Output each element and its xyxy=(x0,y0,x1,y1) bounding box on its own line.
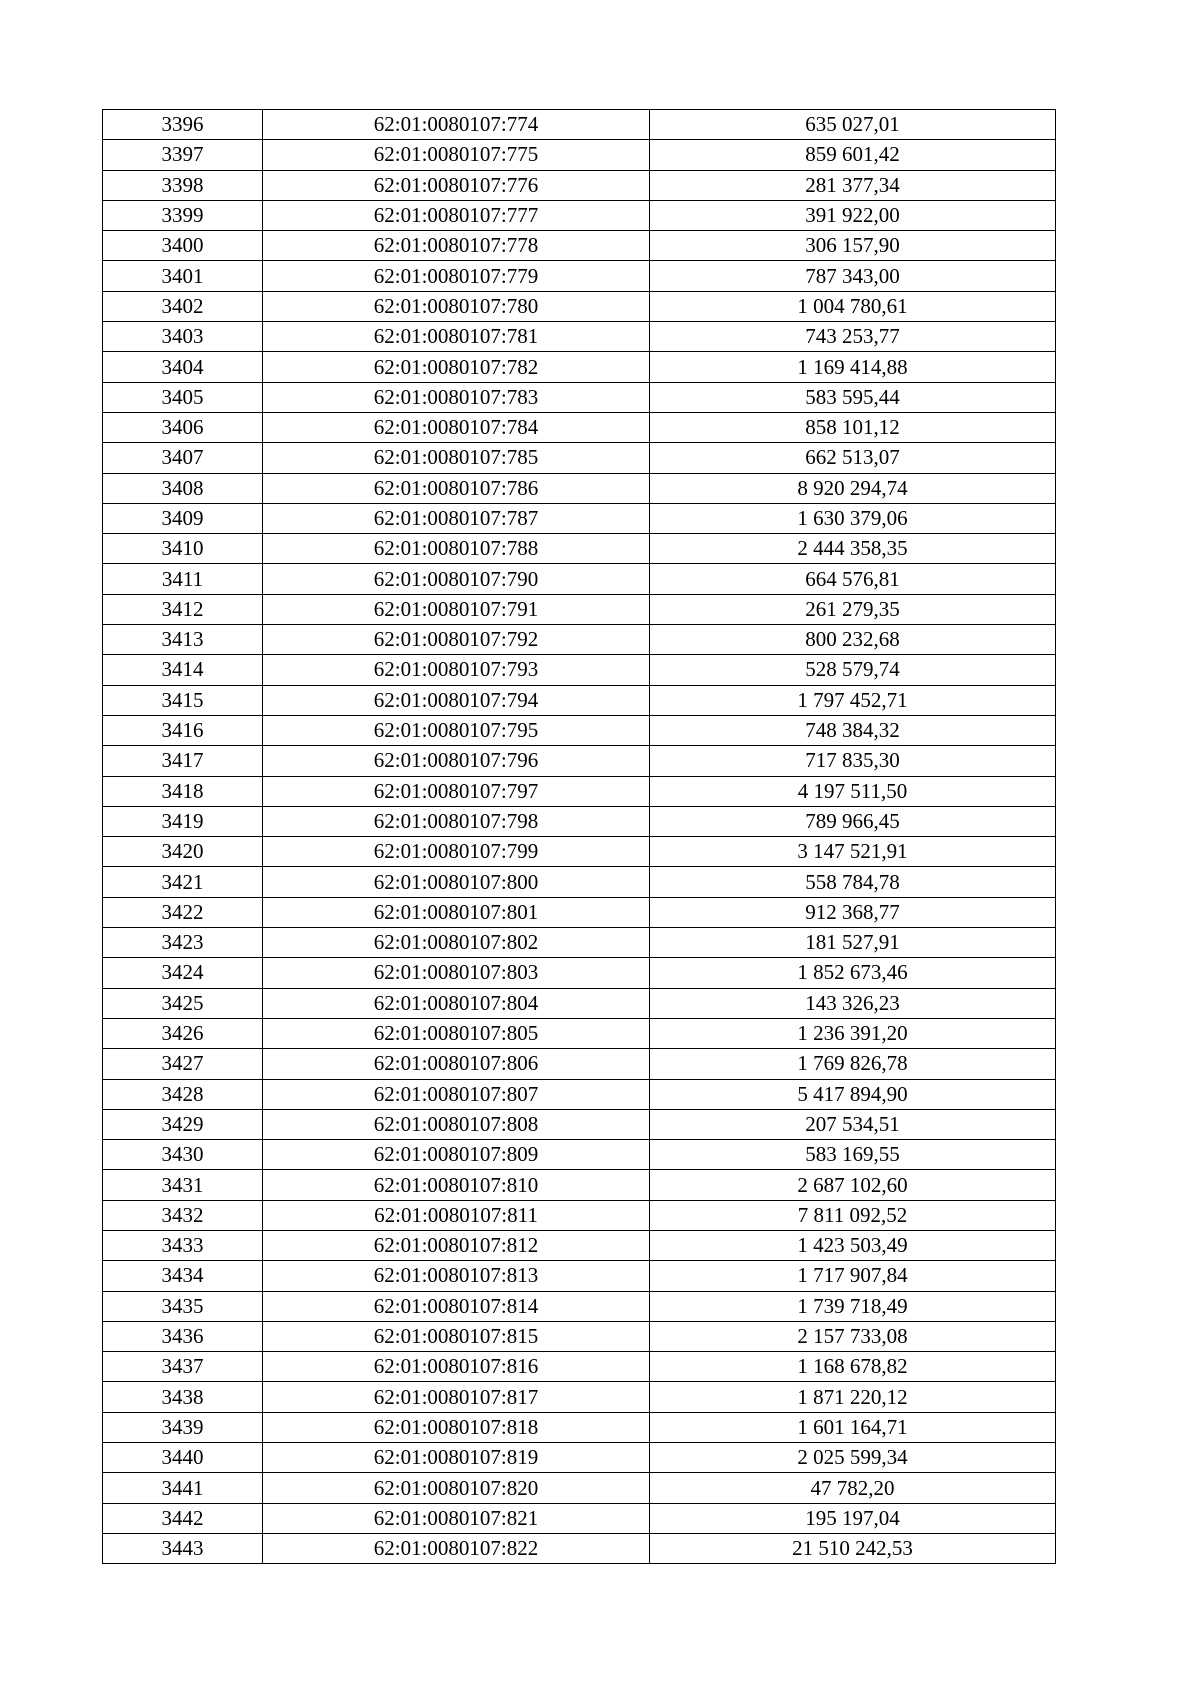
cadastral-number-cell: 62:01:0080107:790 xyxy=(263,564,650,594)
cadastral-number-cell: 62:01:0080107:787 xyxy=(263,503,650,533)
table-row xyxy=(103,1412,1056,1442)
table-row xyxy=(103,1352,1056,1382)
cadastral-value-cell: 181 527,91 xyxy=(650,928,1056,958)
row-number-cell: 3432 xyxy=(103,1200,263,1230)
cadastral-number-cell: 62:01:0080107:782 xyxy=(263,352,650,382)
table-row xyxy=(103,1443,1056,1473)
cadastral-value-cell: 662 513,07 xyxy=(650,443,1056,473)
cadastral-value-cell: 859 601,42 xyxy=(650,140,1056,170)
cadastral-value-cell: 717 835,30 xyxy=(650,746,1056,776)
row-number-cell: 3440 xyxy=(103,1443,263,1473)
cadastral-value-cell: 47 782,20 xyxy=(650,1473,1056,1503)
cadastral-number-cell: 62:01:0080107:774 xyxy=(263,110,650,140)
row-number-cell: 3441 xyxy=(103,1473,263,1503)
table-row xyxy=(103,1018,1056,1048)
cadastral-number-cell: 62:01:0080107:779 xyxy=(263,261,650,291)
row-number-cell: 3409 xyxy=(103,503,263,533)
cadastral-value-cell: 664 576,81 xyxy=(650,564,1056,594)
table-row xyxy=(103,867,1056,897)
row-number-cell: 3406 xyxy=(103,412,263,442)
cadastral-value-cell: 2 157 733,08 xyxy=(650,1321,1056,1351)
row-number-cell: 3398 xyxy=(103,170,263,200)
row-number-cell: 3431 xyxy=(103,1170,263,1200)
row-number-cell: 3397 xyxy=(103,140,263,170)
cadastral-value-cell: 858 101,12 xyxy=(650,412,1056,442)
cadastral-number-cell: 62:01:0080107:795 xyxy=(263,715,650,745)
table-row xyxy=(103,1230,1056,1260)
row-number-cell: 3414 xyxy=(103,655,263,685)
cadastral-number-cell: 62:01:0080107:798 xyxy=(263,806,650,836)
row-number-cell: 3407 xyxy=(103,443,263,473)
cadastral-number-cell: 62:01:0080107:806 xyxy=(263,1049,650,1079)
row-number-cell: 3439 xyxy=(103,1412,263,1442)
row-number-cell: 3411 xyxy=(103,564,263,594)
row-number-cell: 3429 xyxy=(103,1109,263,1139)
cadastral-number-cell: 62:01:0080107:820 xyxy=(263,1473,650,1503)
cadastral-number-cell: 62:01:0080107:817 xyxy=(263,1382,650,1412)
cadastral-number-cell: 62:01:0080107:815 xyxy=(263,1321,650,1351)
cadastral-value-cell: 207 534,51 xyxy=(650,1109,1056,1139)
cadastral-value-cell: 281 377,34 xyxy=(650,170,1056,200)
cadastral-value-cell: 583 595,44 xyxy=(650,382,1056,412)
table-row xyxy=(103,806,1056,836)
cadastral-value-cell: 2 687 102,60 xyxy=(650,1170,1056,1200)
cadastral-value-cell: 528 579,74 xyxy=(650,655,1056,685)
row-number-cell: 3428 xyxy=(103,1079,263,1109)
table-row xyxy=(103,1109,1056,1139)
cadastral-number-cell: 62:01:0080107:800 xyxy=(263,867,650,897)
cadastral-value-cell: 787 343,00 xyxy=(650,261,1056,291)
cadastral-number-cell: 62:01:0080107:780 xyxy=(263,291,650,321)
cadastral-number-cell: 62:01:0080107:784 xyxy=(263,412,650,442)
table-row xyxy=(103,473,1056,503)
cadastral-value-cell: 2 025 599,34 xyxy=(650,1443,1056,1473)
table-row xyxy=(103,200,1056,230)
table-row xyxy=(103,352,1056,382)
cadastral-value-cell: 743 253,77 xyxy=(650,322,1056,352)
table-row xyxy=(103,655,1056,685)
row-number-cell: 3436 xyxy=(103,1321,263,1351)
cadastral-value-cell: 1 739 718,49 xyxy=(650,1291,1056,1321)
cadastral-number-cell: 62:01:0080107:788 xyxy=(263,534,650,564)
row-number-cell: 3443 xyxy=(103,1533,263,1563)
table-row xyxy=(103,382,1056,412)
cadastral-number-cell: 62:01:0080107:811 xyxy=(263,1200,650,1230)
table-row xyxy=(103,1503,1056,1533)
table-body xyxy=(103,110,1056,1564)
table-row xyxy=(103,110,1056,140)
table-row xyxy=(103,1200,1056,1230)
cadastral-number-cell: 62:01:0080107:775 xyxy=(263,140,650,170)
cadastral-value-table xyxy=(102,109,1056,1564)
row-number-cell: 3400 xyxy=(103,231,263,261)
row-number-cell: 3404 xyxy=(103,352,263,382)
cadastral-value-cell: 2 444 358,35 xyxy=(650,534,1056,564)
cadastral-number-cell: 62:01:0080107:778 xyxy=(263,231,650,261)
cadastral-value-cell: 1 769 826,78 xyxy=(650,1049,1056,1079)
cadastral-value-cell: 1 236 391,20 xyxy=(650,1018,1056,1048)
table-row xyxy=(103,746,1056,776)
cadastral-value-cell: 1 852 673,46 xyxy=(650,958,1056,988)
cadastral-number-cell: 62:01:0080107:791 xyxy=(263,594,650,624)
cadastral-value-cell: 4 197 511,50 xyxy=(650,776,1056,806)
cadastral-value-cell: 3 147 521,91 xyxy=(650,837,1056,867)
row-number-cell: 3399 xyxy=(103,200,263,230)
row-number-cell: 3412 xyxy=(103,594,263,624)
cadastral-number-cell: 62:01:0080107:777 xyxy=(263,200,650,230)
cadastral-value-cell: 912 368,77 xyxy=(650,897,1056,927)
row-number-cell: 3419 xyxy=(103,806,263,836)
table-row xyxy=(103,897,1056,927)
cadastral-number-cell: 62:01:0080107:812 xyxy=(263,1230,650,1260)
cadastral-number-cell: 62:01:0080107:805 xyxy=(263,1018,650,1048)
cadastral-value-cell: 583 169,55 xyxy=(650,1140,1056,1170)
table-row xyxy=(103,1079,1056,1109)
cadastral-number-cell: 62:01:0080107:814 xyxy=(263,1291,650,1321)
row-number-cell: 3426 xyxy=(103,1018,263,1048)
cadastral-value-cell: 5 417 894,90 xyxy=(650,1079,1056,1109)
cadastral-number-cell: 62:01:0080107:803 xyxy=(263,958,650,988)
cadastral-value-cell: 195 197,04 xyxy=(650,1503,1056,1533)
cadastral-value-cell: 1 601 164,71 xyxy=(650,1412,1056,1442)
cadastral-number-cell: 62:01:0080107:821 xyxy=(263,1503,650,1533)
table-row xyxy=(103,261,1056,291)
cadastral-number-cell: 62:01:0080107:799 xyxy=(263,837,650,867)
row-number-cell: 3433 xyxy=(103,1230,263,1260)
table-row xyxy=(103,988,1056,1018)
cadastral-value-cell: 635 027,01 xyxy=(650,110,1056,140)
table-row xyxy=(103,1321,1056,1351)
cadastral-number-cell: 62:01:0080107:809 xyxy=(263,1140,650,1170)
table-row xyxy=(103,443,1056,473)
cadastral-value-cell: 21 510 242,53 xyxy=(650,1533,1056,1563)
row-number-cell: 3435 xyxy=(103,1291,263,1321)
table-row xyxy=(103,503,1056,533)
cadastral-number-cell: 62:01:0080107:807 xyxy=(263,1079,650,1109)
cadastral-number-cell: 62:01:0080107:819 xyxy=(263,1443,650,1473)
row-number-cell: 3442 xyxy=(103,1503,263,1533)
cadastral-number-cell: 62:01:0080107:801 xyxy=(263,897,650,927)
row-number-cell: 3423 xyxy=(103,928,263,958)
row-number-cell: 3420 xyxy=(103,837,263,867)
table-row xyxy=(103,140,1056,170)
table-row xyxy=(103,685,1056,715)
cadastral-number-cell: 62:01:0080107:792 xyxy=(263,625,650,655)
cadastral-number-cell: 62:01:0080107:822 xyxy=(263,1533,650,1563)
cadastral-value-cell: 1 630 379,06 xyxy=(650,503,1056,533)
cadastral-number-cell: 62:01:0080107:802 xyxy=(263,928,650,958)
cadastral-number-cell: 62:01:0080107:796 xyxy=(263,746,650,776)
row-number-cell: 3430 xyxy=(103,1140,263,1170)
table-row xyxy=(103,928,1056,958)
table-row xyxy=(103,412,1056,442)
cadastral-number-cell: 62:01:0080107:776 xyxy=(263,170,650,200)
cadastral-number-cell: 62:01:0080107:794 xyxy=(263,685,650,715)
cadastral-number-cell: 62:01:0080107:781 xyxy=(263,322,650,352)
table-row xyxy=(103,625,1056,655)
table-row xyxy=(103,715,1056,745)
cadastral-number-cell: 62:01:0080107:797 xyxy=(263,776,650,806)
cadastral-value-cell: 558 784,78 xyxy=(650,867,1056,897)
table-row xyxy=(103,1049,1056,1079)
row-number-cell: 3434 xyxy=(103,1261,263,1291)
cadastral-value-cell: 1 871 220,12 xyxy=(650,1382,1056,1412)
row-number-cell: 3422 xyxy=(103,897,263,927)
table-row xyxy=(103,594,1056,624)
row-number-cell: 3402 xyxy=(103,291,263,321)
table-row xyxy=(103,958,1056,988)
row-number-cell: 3424 xyxy=(103,958,263,988)
table-row xyxy=(103,1291,1056,1321)
row-number-cell: 3408 xyxy=(103,473,263,503)
table-row xyxy=(103,231,1056,261)
row-number-cell: 3403 xyxy=(103,322,263,352)
row-number-cell: 3417 xyxy=(103,746,263,776)
table-row xyxy=(103,564,1056,594)
cadastral-number-cell: 62:01:0080107:783 xyxy=(263,382,650,412)
row-number-cell: 3421 xyxy=(103,867,263,897)
cadastral-value-cell: 1 423 503,49 xyxy=(650,1230,1056,1260)
cadastral-number-cell: 62:01:0080107:804 xyxy=(263,988,650,1018)
cadastral-value-cell: 306 157,90 xyxy=(650,231,1056,261)
cadastral-value-cell: 748 384,32 xyxy=(650,715,1056,745)
row-number-cell: 3425 xyxy=(103,988,263,1018)
row-number-cell: 3396 xyxy=(103,110,263,140)
cadastral-value-cell: 789 966,45 xyxy=(650,806,1056,836)
table-row xyxy=(103,1473,1056,1503)
cadastral-number-cell: 62:01:0080107:818 xyxy=(263,1412,650,1442)
row-number-cell: 3438 xyxy=(103,1382,263,1412)
cadastral-number-cell: 62:01:0080107:785 xyxy=(263,443,650,473)
cadastral-number-cell: 62:01:0080107:793 xyxy=(263,655,650,685)
row-number-cell: 3427 xyxy=(103,1049,263,1079)
row-number-cell: 3405 xyxy=(103,382,263,412)
cadastral-number-cell: 62:01:0080107:816 xyxy=(263,1352,650,1382)
cadastral-number-cell: 62:01:0080107:808 xyxy=(263,1109,650,1139)
cadastral-value-cell: 1 169 414,88 xyxy=(650,352,1056,382)
row-number-cell: 3418 xyxy=(103,776,263,806)
table-row xyxy=(103,1533,1056,1563)
table-row xyxy=(103,291,1056,321)
row-number-cell: 3401 xyxy=(103,261,263,291)
row-number-cell: 3437 xyxy=(103,1352,263,1382)
table-row xyxy=(103,170,1056,200)
cadastral-value-cell: 8 920 294,74 xyxy=(650,473,1056,503)
table-row xyxy=(103,1261,1056,1291)
cadastral-value-cell: 1 004 780,61 xyxy=(650,291,1056,321)
cadastral-value-cell: 800 232,68 xyxy=(650,625,1056,655)
cadastral-value-cell: 391 922,00 xyxy=(650,200,1056,230)
cadastral-number-cell: 62:01:0080107:813 xyxy=(263,1261,650,1291)
row-number-cell: 3415 xyxy=(103,685,263,715)
table-row xyxy=(103,776,1056,806)
table-row xyxy=(103,1382,1056,1412)
cadastral-value-cell: 143 326,23 xyxy=(650,988,1056,1018)
cadastral-number-cell: 62:01:0080107:810 xyxy=(263,1170,650,1200)
row-number-cell: 3413 xyxy=(103,625,263,655)
cadastral-value-cell: 1 168 678,82 xyxy=(650,1352,1056,1382)
table-row xyxy=(103,1140,1056,1170)
table-row xyxy=(103,837,1056,867)
row-number-cell: 3416 xyxy=(103,715,263,745)
cadastral-value-cell: 1 717 907,84 xyxy=(650,1261,1056,1291)
cadastral-value-cell: 261 279,35 xyxy=(650,594,1056,624)
table-row xyxy=(103,322,1056,352)
row-number-cell: 3410 xyxy=(103,534,263,564)
cadastral-number-cell: 62:01:0080107:786 xyxy=(263,473,650,503)
cadastral-value-cell: 7 811 092,52 xyxy=(650,1200,1056,1230)
table-row xyxy=(103,1170,1056,1200)
cadastral-value-cell: 1 797 452,71 xyxy=(650,685,1056,715)
table-row xyxy=(103,534,1056,564)
